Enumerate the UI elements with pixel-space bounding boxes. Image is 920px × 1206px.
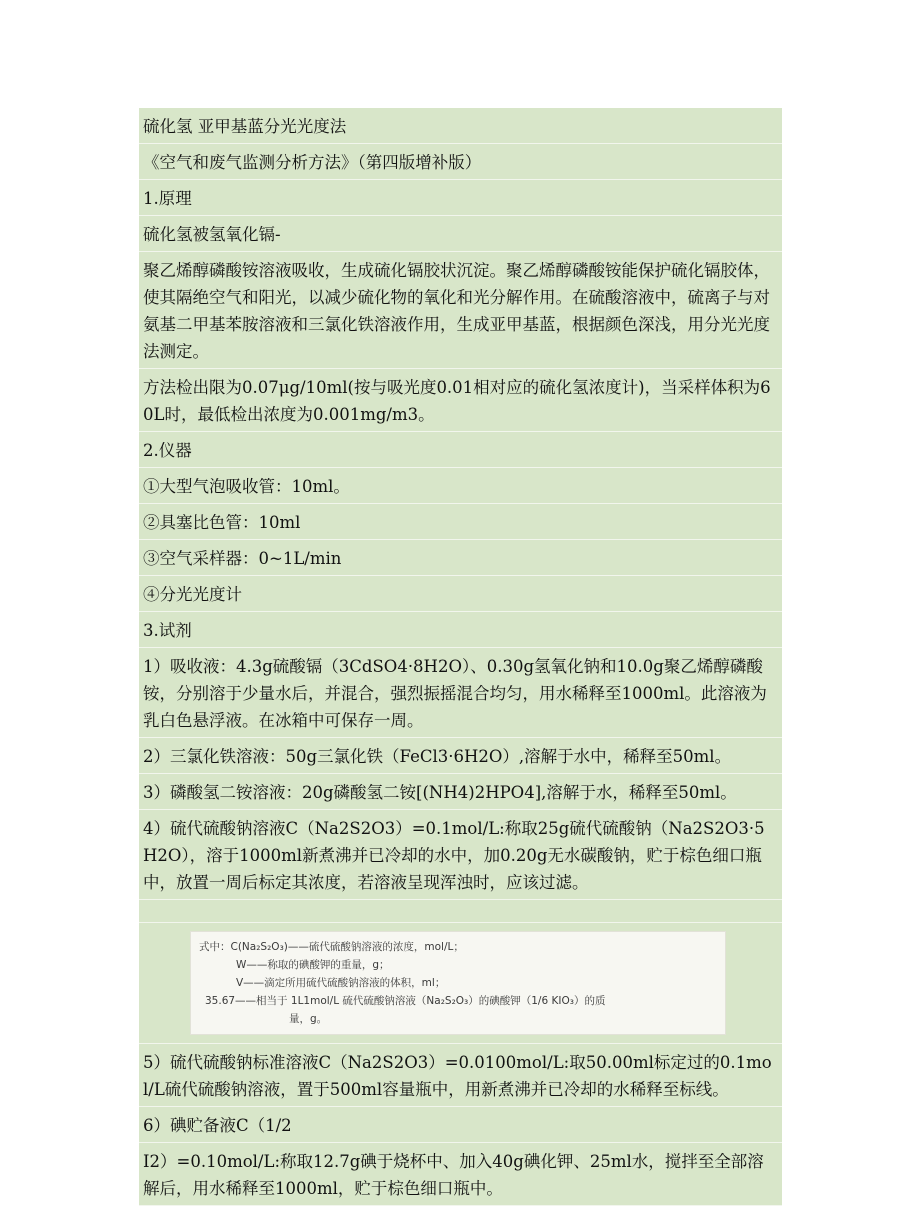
formula-legend-line: 35.67——相当于 1L1mol/L 硫代硫酸钠溶液（Na₂S₂O₃）的碘酸钾（1/6 KIO₃）的质	[205, 995, 606, 1007]
formula-legend-image	[190, 931, 726, 1035]
instrument-item: ②具塞比色管：10ml	[139, 504, 782, 540]
section-heading-reagents: 3.试剂	[139, 612, 782, 648]
principle-paragraph: 聚乙烯醇磷酸铵溶液吸收，生成硫化镉胶状沉淀。聚乙烯醇磷酸铵能保护硫化镉胶体，使其隔绝空气和阳光，以减少硫化物的氧化和光分解作用。在硫酸溶液中，硫离子与对氨基二甲基苯胺溶液和三氯化铁溶液作用，生成亚甲基蓝，根据颜色深浅，用分光光度法测定。	[139, 252, 782, 369]
reagent-thiosulfate-standard: 5）硫代硫酸钠标准溶液C（Na2S2O3）=0.0100mol/L:取50.00ml标定过的0.1mol/L硫代硫酸钠溶液，置于500ml容量瓶中，用新煮沸并已冷却的水稀释至标线。	[139, 1044, 782, 1107]
formula-legend-line: 量，g。	[289, 1013, 328, 1025]
formula-legend-line: 式中：C(Na₂S₂O₃)——硫代硫酸钠溶液的浓度，mol/L；	[199, 941, 464, 953]
reagent-iodine-stock: I2）=0.10mol/L:称取12.7g碘于烧杯中、加入40g碘化钾、25ml水，搅拌至全部溶解后，用水稀释至1000ml，贮于棕色细口瓶中。	[139, 1143, 782, 1206]
formula-legend-line: W——称取的碘酸钾的重量，g；	[236, 959, 390, 971]
instrument-item: ③空气采样器：0~1L/min	[139, 540, 782, 576]
section-heading-principle: 1.原理	[139, 180, 782, 216]
document-title: 硫化氢 亚甲基蓝分光光度法	[139, 108, 782, 144]
reagent-ammonium-phosphate: 3）磷酸氢二铵溶液：20g磷酸氢二铵[(NH4)2HPO4],溶解于水，稀释至50ml。	[139, 774, 782, 810]
detection-limit-paragraph: 方法检出限为0.07μg/10ml(按与吸光度0.01相对应的硫化氢浓度计)，当采样体积为60L时，最低检出浓度为0.001mg/m3。	[139, 369, 782, 432]
instrument-item: ①大型气泡吸收管：10ml。	[139, 468, 782, 504]
principle-line1: 硫化氢被氢氧化镉-	[139, 216, 782, 252]
blank-row	[139, 900, 782, 923]
formula-legend-line: V——滴定所用硫代硫酸钠溶液的体积，ml；	[236, 977, 446, 989]
document-table	[139, 108, 782, 1206]
reagent-sodium-thiosulfate: 4）硫代硫酸钠溶液C（Na2S2O3）=0.1mol/L:称取25g硫代硫酸钠（Na2S2O3·5H2O），溶于1000ml新煮沸并已冷却的水中，加0.20g无水碳酸钠，贮于棕色细口瓶中，放置一周后标定其浓度，若溶液呈现浑浊时，应该过滤。	[139, 810, 782, 900]
section-heading-instruments: 2.仪器	[139, 432, 782, 468]
reagent-iodine-line1: 6）碘贮备液C（1/2	[139, 1107, 782, 1143]
formula-figure-row	[139, 923, 782, 1044]
instrument-item: ④分光光度计	[139, 576, 782, 612]
document-source: 《空气和废气监测分析方法》（第四版增补版）	[139, 144, 782, 180]
reagent-ferric-chloride: 2）三氯化铁溶液：50g三氯化铁（FeCl3·6H2O）,溶解于水中，稀释至50ml。	[139, 738, 782, 774]
reagent-absorbent: 1）吸收液：4.3g硫酸镉（3CdSO4·8H2O）、0.30g氢氧化钠和10.0g聚乙烯醇磷酸铵，分别溶于少量水后，并混合，强烈振摇混合均匀，用水稀释至1000ml。此溶液为乳白色悬浮液。在冰箱中可保存一周。	[139, 648, 782, 738]
